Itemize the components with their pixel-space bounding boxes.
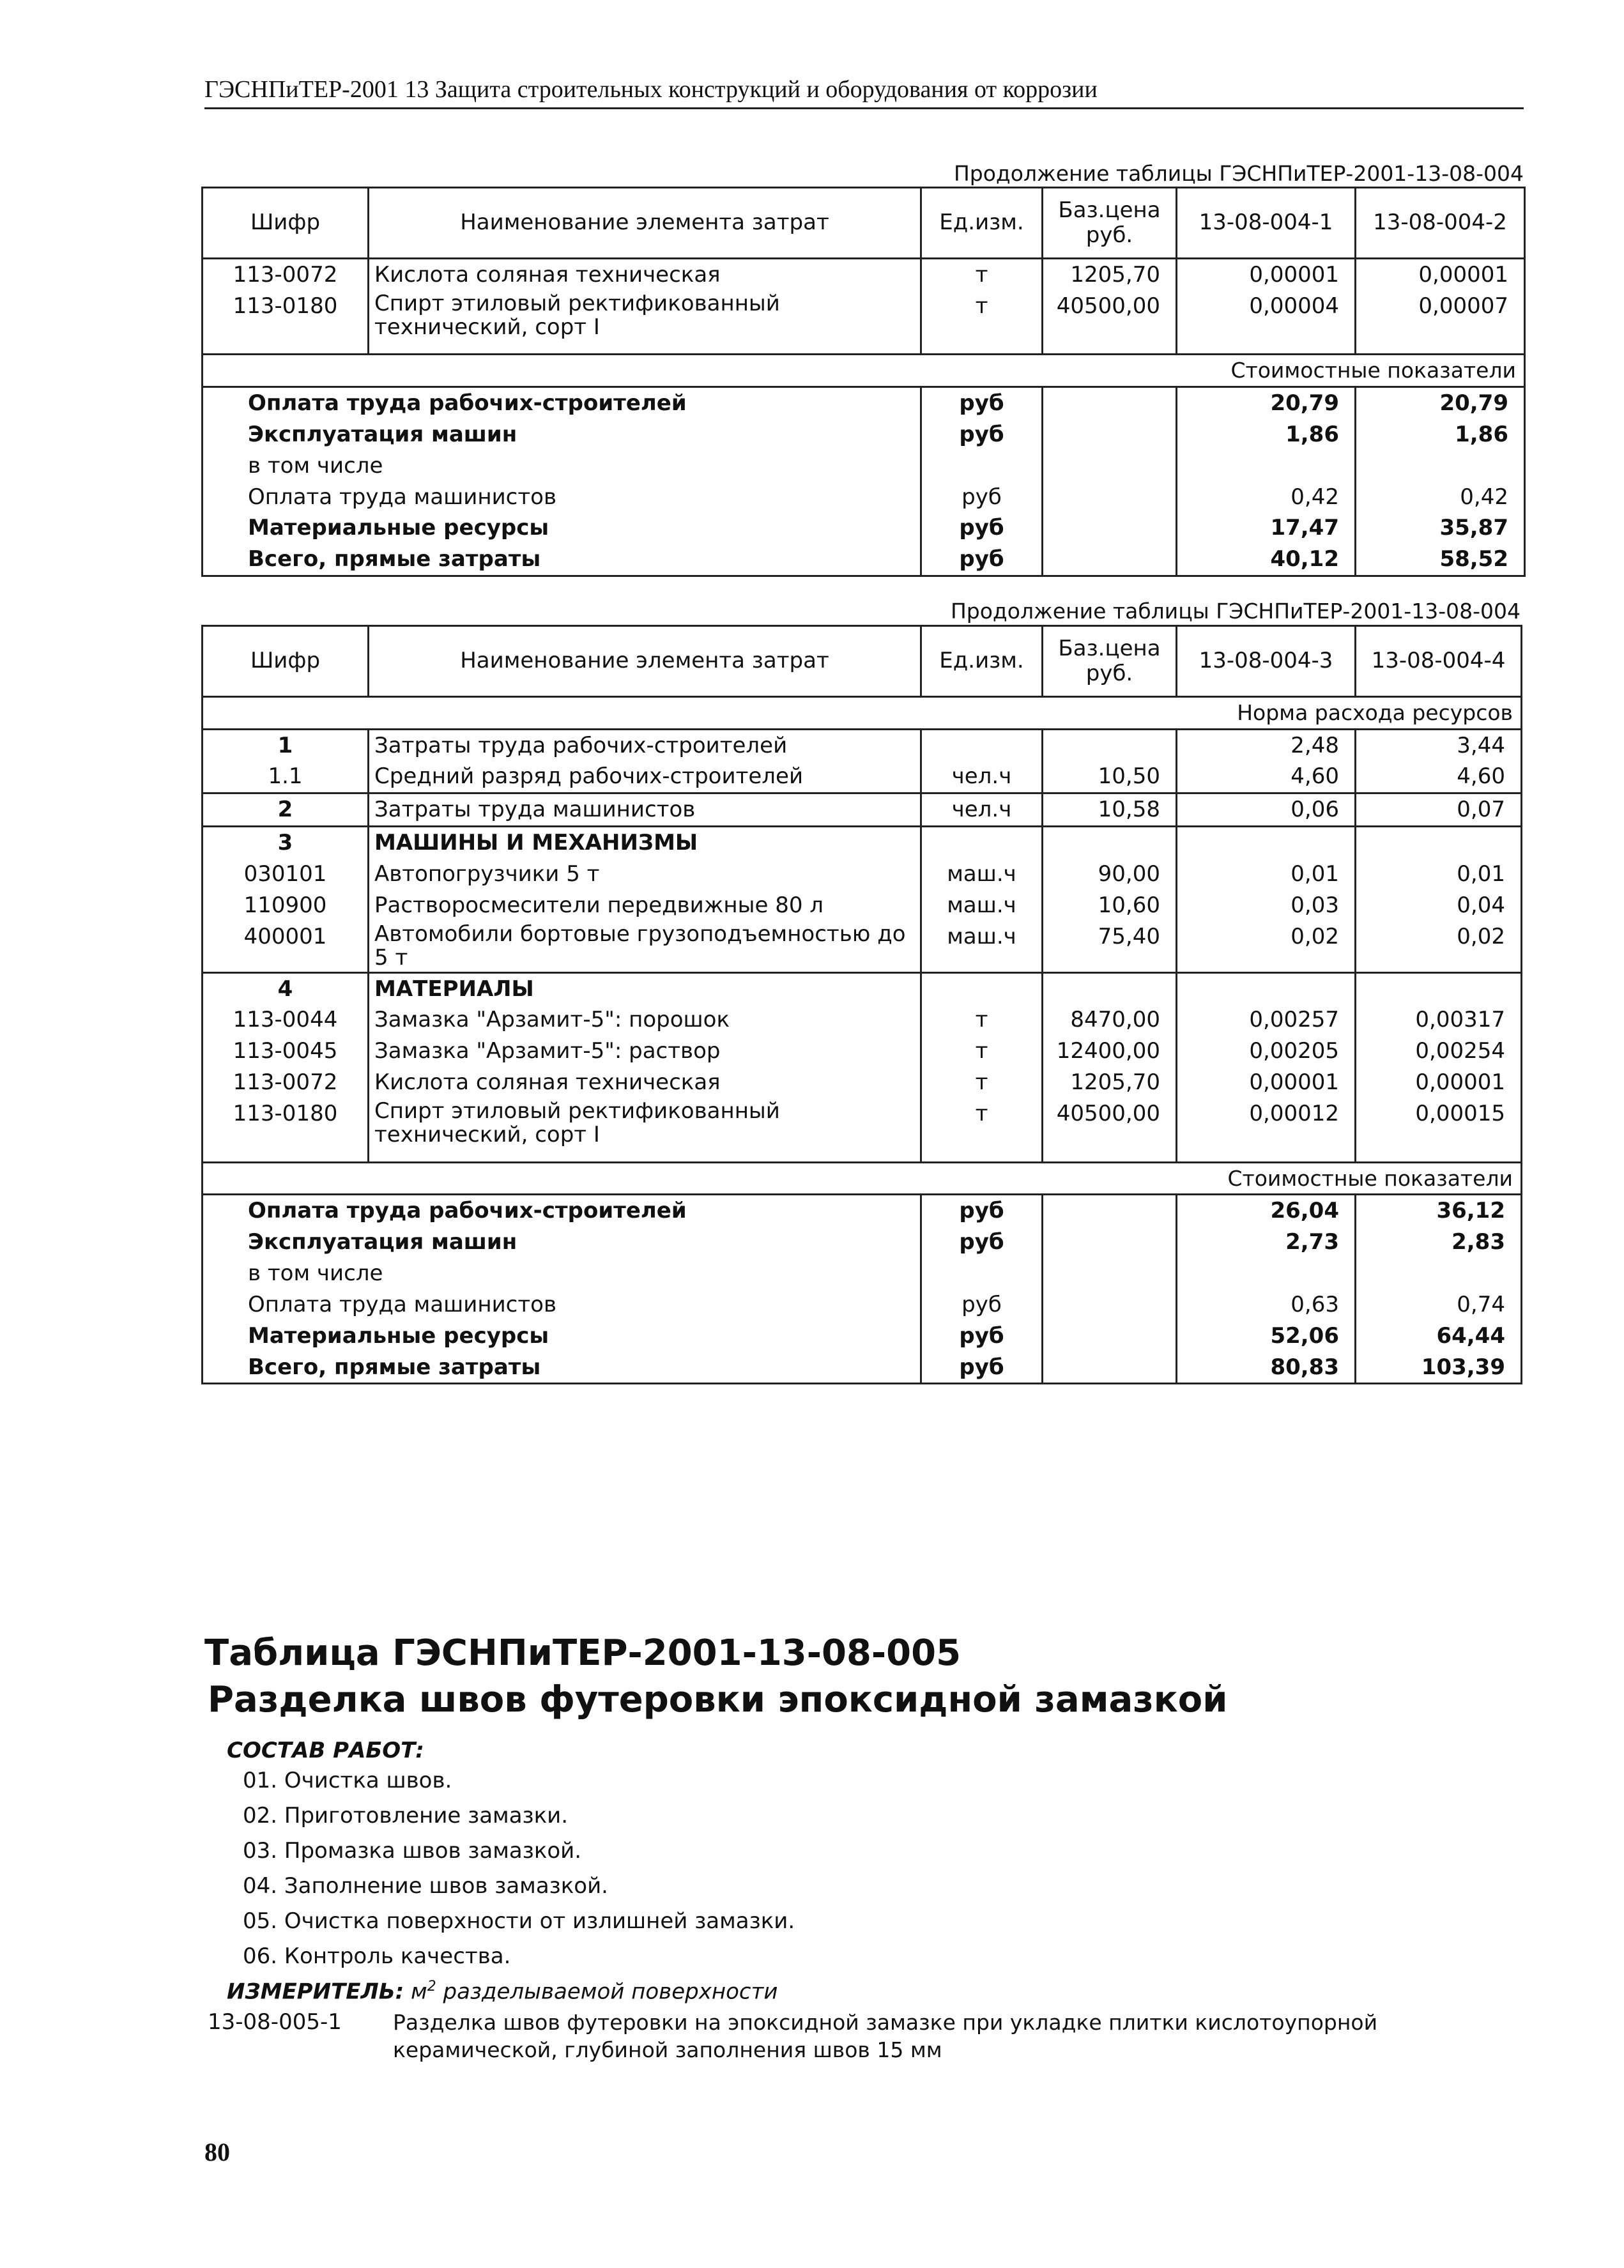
cost-value: 0,42 [1177, 482, 1356, 513]
cost-name: Оплата труда рабочих-строителей [203, 387, 921, 418]
resource-name: Средний разряд рабочих-строителей [369, 761, 921, 793]
unit [921, 729, 1043, 761]
cost-row [203, 1289, 1522, 1321]
norm-value: 2,48 [1177, 729, 1356, 761]
cost-row [203, 482, 1525, 513]
unit: т [921, 1004, 1043, 1036]
resource-code: 1 [203, 729, 369, 761]
base-price: 1205,70 [1043, 1067, 1177, 1098]
table-row [203, 1036, 1522, 1067]
unit: т [921, 1036, 1043, 1067]
norm-value: 0,00001 [1177, 259, 1356, 291]
table-row [203, 1004, 1522, 1036]
resource-name: Замазка "Арзамит-5": раствор [369, 1036, 921, 1067]
cost-value: 20,79 [1356, 387, 1525, 418]
cost-value: 64,44 [1356, 1321, 1522, 1352]
norm-value: 0,00007 [1356, 291, 1525, 355]
resource-name: Растворосмесители передвижные 80 л [369, 890, 921, 921]
section-subtitle: Разделка швов футеровки эпоксидной замазкой [208, 1679, 1228, 1720]
table-header-row [203, 188, 1525, 259]
cost-name: Всего, прямые затраты [203, 544, 921, 576]
cost-unit: руб [921, 1321, 1043, 1352]
cost-row [203, 512, 1525, 544]
measure-line [227, 1979, 778, 2004]
unit: чел.ч [921, 761, 1043, 793]
cost-value: 36,12 [1356, 1195, 1522, 1227]
cost-unit: руб [921, 387, 1043, 418]
table-caption: Продолжение таблицы ГЭСНПиТЕР-2001-13-08-004 [950, 599, 1521, 624]
base-price: 12400,00 [1043, 1036, 1177, 1067]
unit: т [921, 1098, 1043, 1162]
cost-name: в том числе [203, 450, 921, 482]
cost-name: Оплата труда рабочих-строителей [203, 1195, 921, 1227]
column-header: 13-08-004-3 [1177, 626, 1356, 697]
measure-unit: м [411, 1979, 427, 2005]
column-header: 13-08-004-1 [1177, 188, 1356, 259]
column-header: Шифр [203, 188, 369, 259]
cost-unit: руб [921, 512, 1043, 544]
cost-value: 1,86 [1177, 419, 1356, 450]
base-price: 40500,00 [1043, 291, 1177, 355]
cost-value: 0,63 [1177, 1289, 1356, 1321]
cost-name: Эксплуатация машин [203, 1227, 921, 1258]
unit: т [921, 291, 1043, 355]
resource-name: Спирт этиловый ректификованный технический, сорт I [369, 291, 921, 355]
cost-row [203, 1258, 1522, 1289]
cost-name: Оплата труда машинистов [203, 1289, 921, 1321]
cost-unit: руб [921, 482, 1043, 513]
norm-value: 0,00001 [1356, 259, 1525, 291]
item-code: 13-08-005-1 [208, 2009, 342, 2035]
resource-name: Спирт этиловый ректификованный технический, сорт I [369, 1098, 921, 1162]
norm-value: 3,44 [1356, 729, 1522, 761]
measure-text: разделываемой поверхности [443, 1979, 778, 2005]
table-header-row [203, 626, 1522, 697]
cost-row [203, 387, 1525, 418]
table-row [203, 761, 1522, 793]
base-price: 10,50 [1043, 761, 1177, 793]
resource-code: 113-0072 [203, 1067, 369, 1098]
norm-value: 0,04 [1356, 890, 1522, 921]
table-row [203, 259, 1525, 291]
norm-value: 0,00001 [1356, 1067, 1522, 1098]
resource-code: 113-0045 [203, 1036, 369, 1067]
table-caption: Продолжение таблицы ГЭСНПиТЕР-2001-13-08-004 [953, 161, 1524, 186]
resource-name: Замазка "Арзамит-5": порошок [369, 1004, 921, 1036]
cost-name: в том числе [203, 1258, 921, 1289]
resource-name: Автомобили бортовые грузоподъемностью до 5 т [369, 921, 921, 972]
cost-row [203, 1352, 1522, 1384]
section-row [203, 1162, 1522, 1195]
resource-table-1 [201, 187, 1526, 577]
table-row [203, 921, 1522, 972]
cost-value: 52,06 [1177, 1321, 1356, 1352]
resource-name: Затраты труда машинистов [369, 793, 921, 827]
norm-value: 0,00015 [1356, 1098, 1522, 1162]
resource-code: 400001 [203, 921, 369, 972]
column-header: Наименование элемента затрат [369, 626, 921, 697]
cost-value: 58,52 [1356, 544, 1525, 576]
page-number: 80 [204, 2138, 230, 2166]
norm-value: 0,00001 [1177, 1067, 1356, 1098]
work-step: 04. Заполнение швов замазкой. [243, 1873, 608, 1899]
norm-value: 0,00254 [1356, 1036, 1522, 1067]
column-header: Ед.изм. [921, 188, 1043, 259]
base-price: 40500,00 [1043, 1098, 1177, 1162]
base-price: 8470,00 [1043, 1004, 1177, 1036]
norm-section-label: Норма расхода ресурсов [203, 697, 1522, 730]
resource-code: 2 [203, 793, 369, 827]
cost-value: 0,74 [1356, 1289, 1522, 1321]
column-header: 13-08-004-2 [1356, 188, 1525, 259]
cost-value: 40,12 [1177, 544, 1356, 576]
table-row [203, 793, 1522, 827]
resource-name: Автопогрузчики 5 т [369, 859, 921, 890]
column-header: Баз.цена руб. [1043, 626, 1177, 697]
table-row [203, 890, 1522, 921]
norm-value: 0,02 [1356, 921, 1522, 972]
cost-name: Эксплуатация машин [203, 419, 921, 450]
cost-section-label: Стоимостные показатели [203, 355, 1525, 387]
column-header: Шифр [203, 626, 369, 697]
norm-value: 4,60 [1177, 761, 1356, 793]
work-step: 01. Очистка швов. [243, 1768, 452, 1793]
table-row [203, 1067, 1522, 1098]
table-row [203, 859, 1522, 890]
base-price [1043, 729, 1177, 761]
cost-section-label: Стоимостные показатели [203, 1162, 1522, 1195]
cost-unit: руб [921, 1195, 1043, 1227]
norm-value: 0,01 [1356, 859, 1522, 890]
norm-value: 0,03 [1177, 890, 1356, 921]
column-header: Баз.цена руб. [1043, 188, 1177, 259]
column-header: Ед.изм. [921, 626, 1043, 697]
cost-name: Материальные ресурсы [203, 1321, 921, 1352]
cost-name: Оплата труда машинистов [203, 482, 921, 513]
cost-value: 103,39 [1356, 1352, 1522, 1384]
running-header: ГЭСНПиТЕР-2001 13 Защита строительных конструкций и оборудования от коррозии [204, 75, 1524, 109]
resource-code: 4 [203, 972, 369, 1004]
resource-name: Затраты труда рабочих-строителей [369, 729, 921, 761]
cost-value: 0,42 [1356, 482, 1525, 513]
cost-row [203, 419, 1525, 450]
resource-code: 1.1 [203, 761, 369, 793]
norm-value: 0,00012 [1177, 1098, 1356, 1162]
unit: т [921, 1067, 1043, 1098]
resource-name: Кислота соляная техническая [369, 1067, 921, 1098]
work-step: 06. Контроль качества. [243, 1943, 511, 1969]
resource-code: 113-0044 [203, 1004, 369, 1036]
cost-unit: руб [921, 1352, 1043, 1384]
norm-value: 0,00205 [1177, 1036, 1356, 1067]
resource-code: 030101 [203, 859, 369, 890]
cost-unit: руб [921, 1289, 1043, 1321]
base-price: 1205,70 [1043, 259, 1177, 291]
cost-value: 1,86 [1356, 419, 1525, 450]
group-name: МАТЕРИАЛЫ [369, 972, 921, 1004]
cost-unit: руб [921, 419, 1043, 450]
norm-value: 4,60 [1356, 761, 1522, 793]
unit: т [921, 259, 1043, 291]
section-row [203, 355, 1525, 387]
work-step: 05. Очистка поверхности от излишней замазки. [243, 1908, 795, 1934]
cost-row [203, 1321, 1522, 1352]
cost-unit: руб [921, 544, 1043, 576]
resource-code: 3 [203, 827, 369, 859]
base-price: 10,58 [1043, 793, 1177, 827]
section-row [203, 697, 1522, 730]
column-header: 13-08-004-4 [1356, 626, 1522, 697]
unit: чел.ч [921, 793, 1043, 827]
base-price: 10,60 [1043, 890, 1177, 921]
norm-value: 0,00257 [1177, 1004, 1356, 1036]
cost-value: 26,04 [1177, 1195, 1356, 1227]
cost-value: 35,87 [1356, 512, 1525, 544]
item-description: Разделка швов футеровки на эпоксидной замазке при укладке плитки кислотоупорной керамической, глубиной заполнения швов 15 мм [393, 2010, 1378, 2062]
norm-value: 0,07 [1356, 793, 1522, 827]
group-row [203, 972, 1522, 1004]
cost-row [203, 1227, 1522, 1258]
resource-code: 113-0180 [203, 291, 369, 355]
cost-value: 17,47 [1177, 512, 1356, 544]
resource-table-2 [201, 625, 1522, 1384]
cost-value: 2,73 [1177, 1227, 1356, 1258]
cost-row [203, 450, 1525, 482]
group-row [203, 827, 1522, 859]
norm-value: 0,01 [1177, 859, 1356, 890]
base-price: 90,00 [1043, 859, 1177, 890]
norm-value: 0,00317 [1356, 1004, 1522, 1036]
resource-code: 113-0180 [203, 1098, 369, 1162]
group-name: МАШИНЫ И МЕХАНИЗМЫ [369, 827, 921, 859]
table-row [203, 291, 1525, 355]
measure-label: ИЗМЕРИТЕЛЬ: [227, 1979, 404, 2005]
table-row [203, 729, 1522, 761]
resource-name: Кислота соляная техническая [369, 259, 921, 291]
section-title: Таблица ГЭСНПиТЕР-2001-13-08-005 [204, 1632, 961, 1674]
norm-value: 0,02 [1177, 921, 1356, 972]
work-step: 02. Приготовление замазки. [243, 1803, 569, 1828]
cost-name: Материальные ресурсы [203, 512, 921, 544]
norm-value: 0,06 [1177, 793, 1356, 827]
unit: маш.ч [921, 890, 1043, 921]
resource-code: 113-0072 [203, 259, 369, 291]
cost-name: Всего, прямые затраты [203, 1352, 921, 1384]
unit: маш.ч [921, 859, 1043, 890]
cost-row [203, 544, 1525, 576]
cost-unit: руб [921, 1227, 1043, 1258]
cost-row [203, 1195, 1522, 1227]
measure-unit-power: 2 [427, 1979, 436, 1995]
unit: маш.ч [921, 921, 1043, 972]
cost-value: 2,83 [1356, 1227, 1522, 1258]
cost-value: 80,83 [1177, 1352, 1356, 1384]
base-price: 75,40 [1043, 921, 1177, 972]
cost-value: 20,79 [1177, 387, 1356, 418]
column-header: Наименование элемента затрат [369, 188, 921, 259]
resource-code: 110900 [203, 890, 369, 921]
works-label: СОСТАВ РАБОТ: [227, 1738, 424, 1763]
table-row [203, 1098, 1522, 1162]
work-step: 03. Промазка швов замазкой. [243, 1838, 582, 1864]
norm-value: 0,00004 [1177, 291, 1356, 355]
